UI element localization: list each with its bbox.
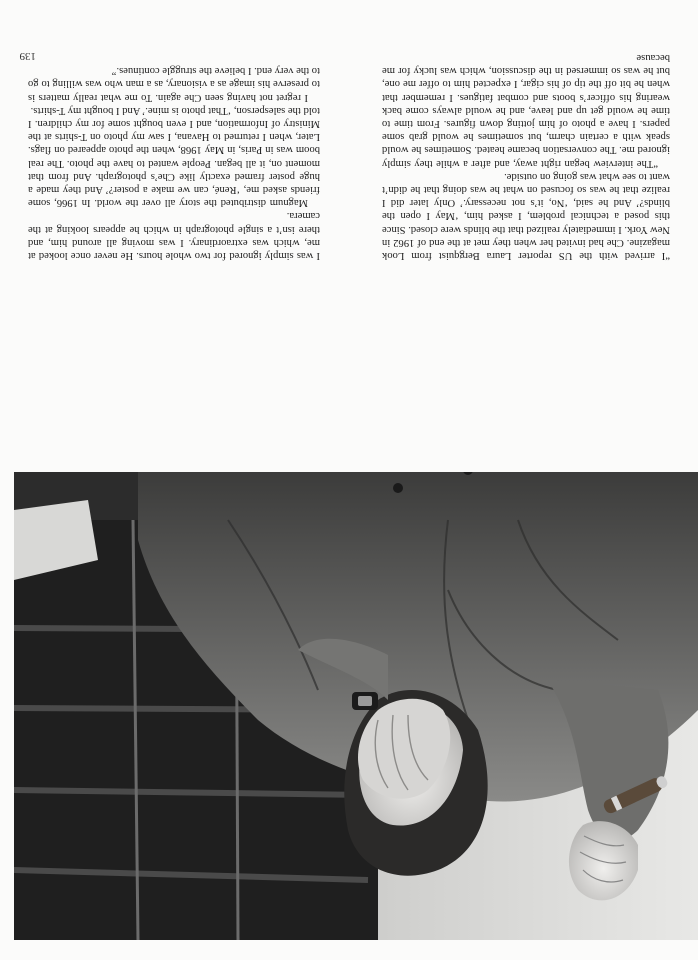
page-number: 139 — [19, 50, 36, 62]
article-paragraph: I regret not having seen Che again. To me what really matters is to preserve his image as a visionary, as a man who was willing to go to the very end. I believe the struggle continues.” — [28, 65, 320, 103]
article-column-left — [382, 51, 670, 262]
article-paragraph: “The interview began right away, and after a while they simply ignored me. The conversation became heated. Sometimes he would speak with a certain charm, but sometimes he would grab some papers. I have a photo of him jotting down figures. From time to time he would get up and leave, and he would always come back wearing his officer’s boots and combat fatigues. I remember that when he bit off the tip of his cigar, I expected him to offer me one, but he was so immersed in the discussion, which was lucky for me because — [382, 51, 670, 169]
portrait-photo — [14, 472, 698, 940]
photograph — [14, 472, 698, 940]
article-paragraph: “I arrived with the US reporter Laura Bergquist from Look magazine. Che had invited her when they met at the end of 1962 in New York. I immediately realized that the blinds were closed. Since this posed a technical problem, I asked him, ‘May I open the blinds?’ And he said, ‘No, it’s not necessary.’ Only later did I realize that he was so focused on what he was doing that he didn’t want to see what was going on outside. — [381, 170, 670, 261]
article-column-right — [28, 64, 320, 262]
article-paragraph: Magnum distributed the story all over the world. In 1966, some friends asked me, ‘René, can we make a poster?’ And they made a huge poster framed exactly like Che’s photograph. And from that moment on, it all began. People wanted to have the photo. The real boom was in Paris, in May 1968, when the photo appeared on flags. Later, when I returned to Havana, I saw my photo on T-shirts at the Ministry of Information, and I even bought some for my children. I told the salesperson, ‘That photo is mine.’ And I bought my T-shirts. — [28, 104, 320, 209]
article-paragraph: I was simply ignored for two whole hours. He never once looked at me, which was extraordinary. I was moving all around him, and there isn’t a single photograph in which he appears looking at the camera. — [28, 210, 320, 261]
